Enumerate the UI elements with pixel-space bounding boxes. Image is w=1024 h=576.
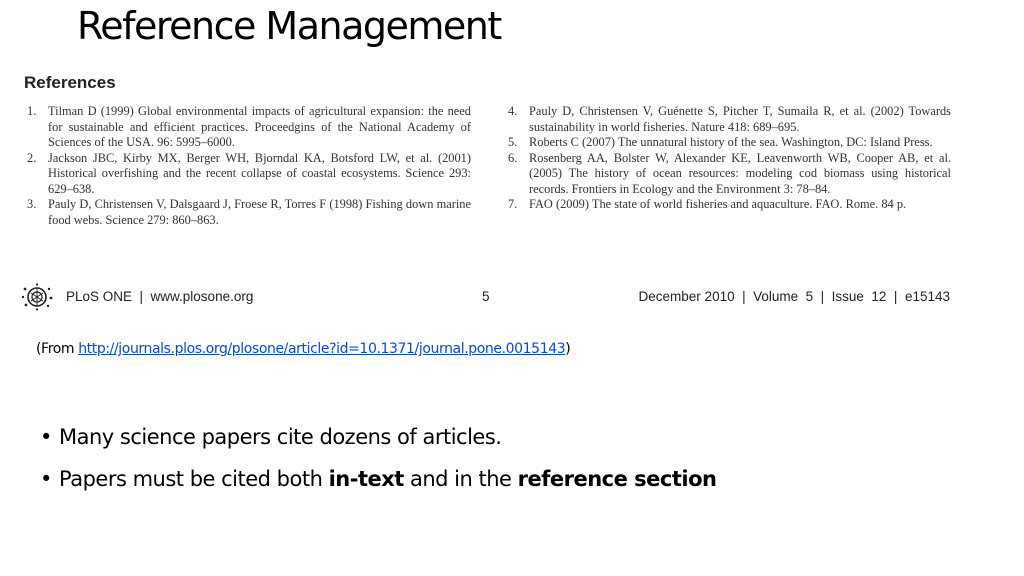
references-right-column xyxy=(505,104,951,213)
page-number: 5 xyxy=(482,289,490,304)
journal-name: PLoS ONE | www.plosone.org xyxy=(66,289,254,304)
bullet-item xyxy=(40,458,716,500)
slide-title: Reference Management xyxy=(77,4,501,48)
reference-number: 7. xyxy=(508,197,518,211)
bullet-list xyxy=(40,416,716,500)
reference-item xyxy=(505,197,951,213)
references-left-column xyxy=(24,104,471,228)
reference-number: 3. xyxy=(27,197,37,211)
reference-item xyxy=(505,151,951,198)
bullet-emphasis-reference-section: reference section xyxy=(517,467,717,491)
source-prefix: (From xyxy=(36,341,79,357)
journal-footer xyxy=(20,283,950,311)
reference-item xyxy=(24,197,471,228)
bullet-text: Many science papers cite dozens of articles. xyxy=(59,425,502,449)
reference-item xyxy=(24,104,471,151)
reference-text: Jackson JBC, Kirby MX, Berger WH, Bjorndal KA, Botsford LW, et al. (2001) Historical overfishing and the recent collapse of coastal ecosystems. Science 293: 629–638. xyxy=(48,150,471,196)
reference-number: 4. xyxy=(508,104,518,118)
issue-info: December 2010 | Volume 5 | Issue 12 | e15143 xyxy=(638,289,950,304)
reference-item xyxy=(505,135,951,151)
reference-text: Pauly D, Christensen V, Dalsgaard J, Froese R, Torres F (1998) Fishing down marine food webs. Science 279: 860–863. xyxy=(48,197,471,227)
reference-number: 1. xyxy=(27,104,37,118)
reference-text: FAO (2009) The state of world fisheries and aquaculture. FAO. Rome. 84 p. xyxy=(529,197,907,211)
reference-text: Tilman D (1999) Global environmental impacts of agricultural expansion: the need for sustainable and efficient practices. Proceedgins of the National Academy of Sciences of the USA. 96: 5995–6000. xyxy=(48,104,471,149)
reference-number: 2. xyxy=(27,150,37,165)
bullet-emphasis-in-text: in-text xyxy=(328,467,404,491)
reference-text: Roberts C (2007) The unnatural history of the sea. Washington, DC: Island Press. xyxy=(529,135,933,149)
source-suffix: ) xyxy=(565,341,571,357)
references-heading: References xyxy=(24,73,116,92)
reference-item xyxy=(505,104,951,135)
reference-text: Pauly D, Christensen V, Guénette S, Pitcher T, Sumaila R, et al. (2002) Towards sustainability in world fisheries. Nature 418: 689–695. xyxy=(529,104,951,134)
source-link[interactable]: http://journals.plos.org/plosone/article?id=10.1371/journal.pone.0015143 xyxy=(78,341,566,357)
bullet-text-middle: and in the xyxy=(403,467,518,491)
reference-text: Rosenberg AA, Bolster W, Alexander KE, Leavenworth WB, Cooper AB, et al. (2005) The history of ocean resources: modeling cod biomass using historical records. Frontiers in Ecology and the Environment 3: 78–84. xyxy=(529,150,951,196)
source-citation xyxy=(36,341,570,357)
reference-number: 5. xyxy=(508,135,518,149)
plos-logo-icon xyxy=(20,283,54,311)
bullet-item xyxy=(40,416,716,458)
reference-number: 6. xyxy=(508,150,518,165)
reference-item xyxy=(24,151,471,198)
bullet-text-start: Papers must be cited both xyxy=(59,467,329,491)
